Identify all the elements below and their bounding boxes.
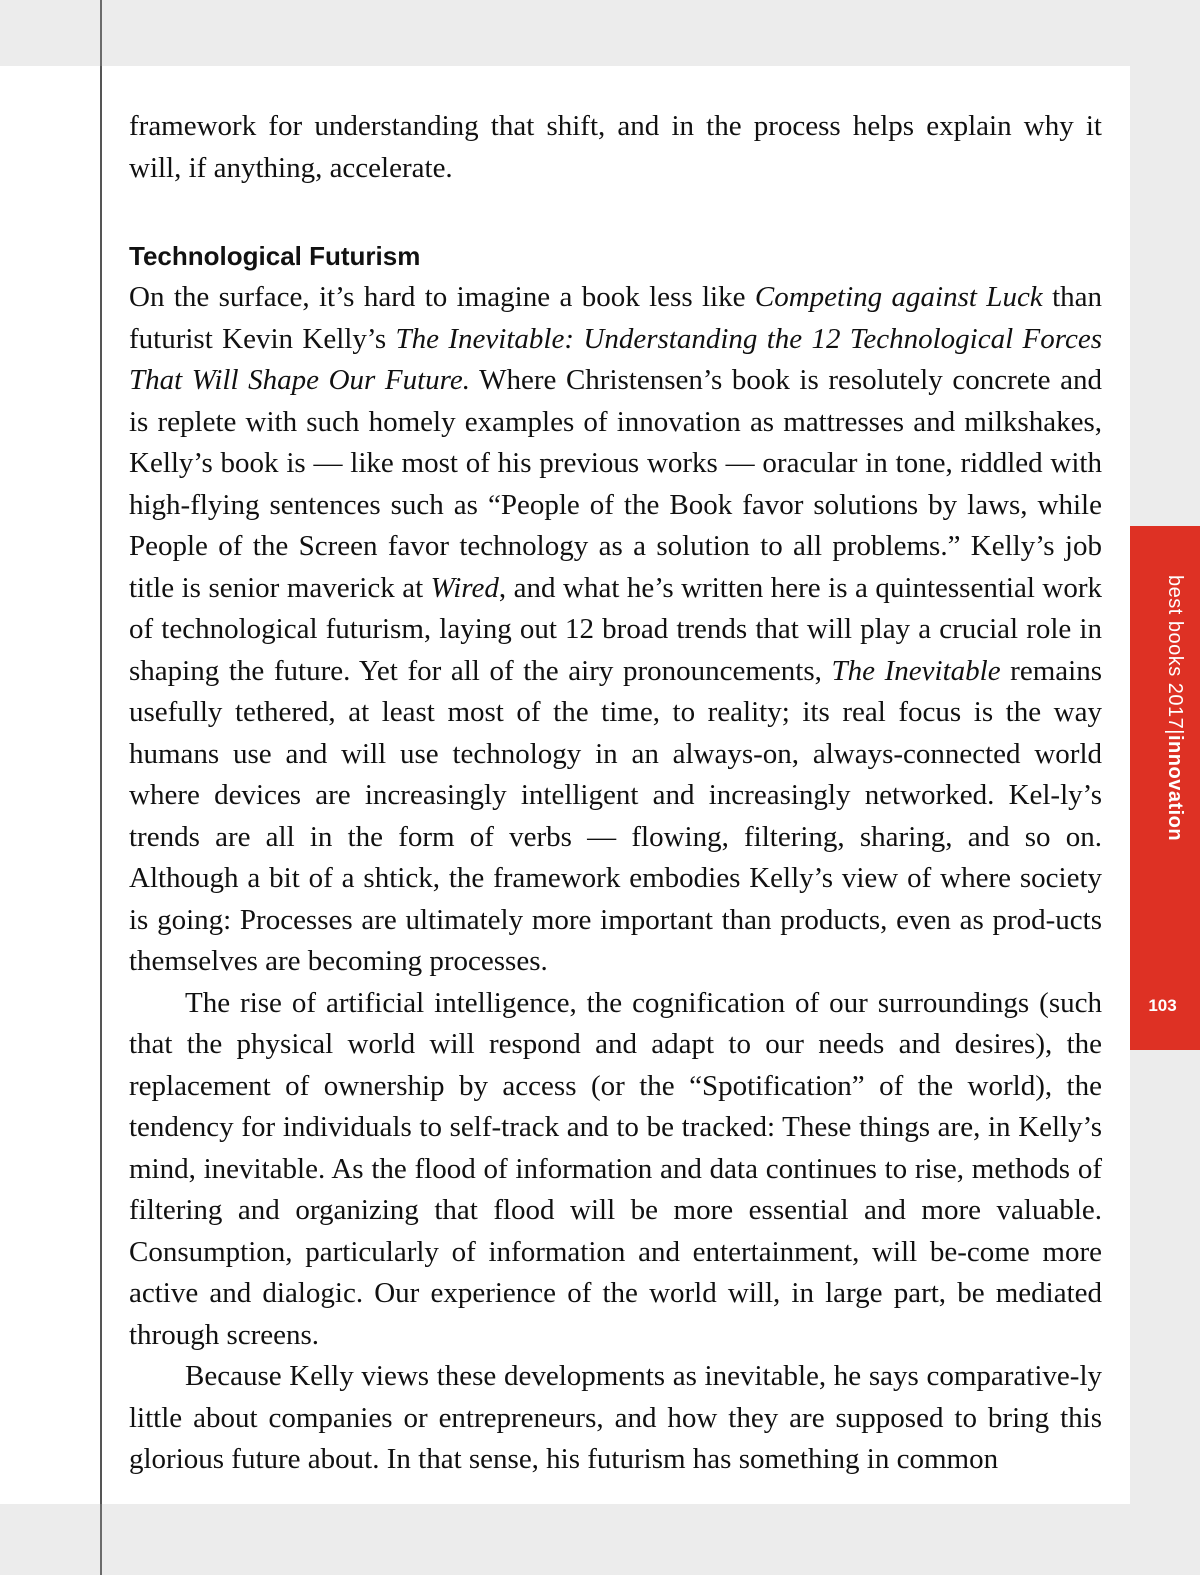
magazine-title-wired: Wired: [430, 571, 499, 604]
paragraph-1-part-3: Where Christensen’s book is resolutely concrete and is replete with such homely examples of innovation as mattresses and milkshakes, Kelly’s book is — like most of his previous works — oracular in tone, riddled with high-flying sentences such as “People of the Book favor solutions by laws, while People of the Screen favor technology as a solution to all problems.” Kelly’s job title is senior maverick at: [129, 364, 1102, 604]
section-heading: Technological Futurism: [129, 241, 421, 271]
tab-separator: |: [1164, 729, 1186, 735]
paragraph-1: [129, 277, 1102, 983]
book-page: [0, 66, 1130, 1504]
book-title-the-inevitable-full: The Inevitable: Understanding the 12 Technological Forces That Will Shape Our Future.: [129, 322, 1102, 396]
body-text: [129, 106, 1102, 1481]
book-title-competing-against-luck: Competing against Luck: [754, 281, 1043, 313]
continuation-paragraph: framework for understanding that shift, and in the process helps explain why it will, if anything, accelerate.: [129, 110, 1102, 184]
paragraph-1-part-4: , and what he’s written here is a quintessential work of technological futurism, laying out 12 broad trends that will play a crucial role in shaping the future. Yet for all of the airy pronouncements,: [129, 571, 1102, 687]
page-gutter-line: [100, 66, 102, 1504]
paragraph-3: Because Kelly views these developments as inevitable, he says comparative-ly little about companies or entrepreneurs, and how they are supposed to bring this glorious future about. In that sense, his futurism has something in common: [129, 1360, 1102, 1475]
paragraph-1-part-1: On the surface, it’s hard to imagine a book less like: [129, 281, 755, 313]
book-title-the-inevitable: The Inevitable: [831, 654, 1001, 687]
paragraph-1-part-5: remains usefully tethered, at least most of the time, to reality; its real focus is the way humans use and will use technology in an always-on, always-connected world where devices are increasingly intelligent and increasingly networked. Kel-ly’s trends are all in the form of verbs — flowing, filtering, sharing, and so on. Although a bit of a shtick, the framework embodies Kelly’s view of where society is going: Processes are ultimately more important than products, even as prod-ucts themselves are becoming processes.: [129, 654, 1102, 977]
paragraph-2: The rise of artificial intelligence, the cognification of our surroundings (such that the physical world will respond and adapt to our needs and desires), the replacement of ownership by access (or the “Spotification” of the world), the tendency for individuals to self-track and to be tracked: These things are, in Kelly’s mind, inevitable. As the flood of information and data continues to rise, methods of filtering and organizing that flood will be more essential and more valuable. Consumption, particularly of information and entertainment, will be-come more active and dialogic. Our experience of the world will, in large part, be mediated through screens.: [129, 986, 1102, 1351]
section-name: innovation: [1164, 734, 1186, 842]
paragraph-1-part-2: than futurist Kevin Kelly’s: [129, 281, 1102, 355]
page-number: 103: [1148, 996, 1177, 1015]
publication-name: best books 2017: [1164, 575, 1186, 730]
section-tab-label: [1163, 575, 1186, 841]
